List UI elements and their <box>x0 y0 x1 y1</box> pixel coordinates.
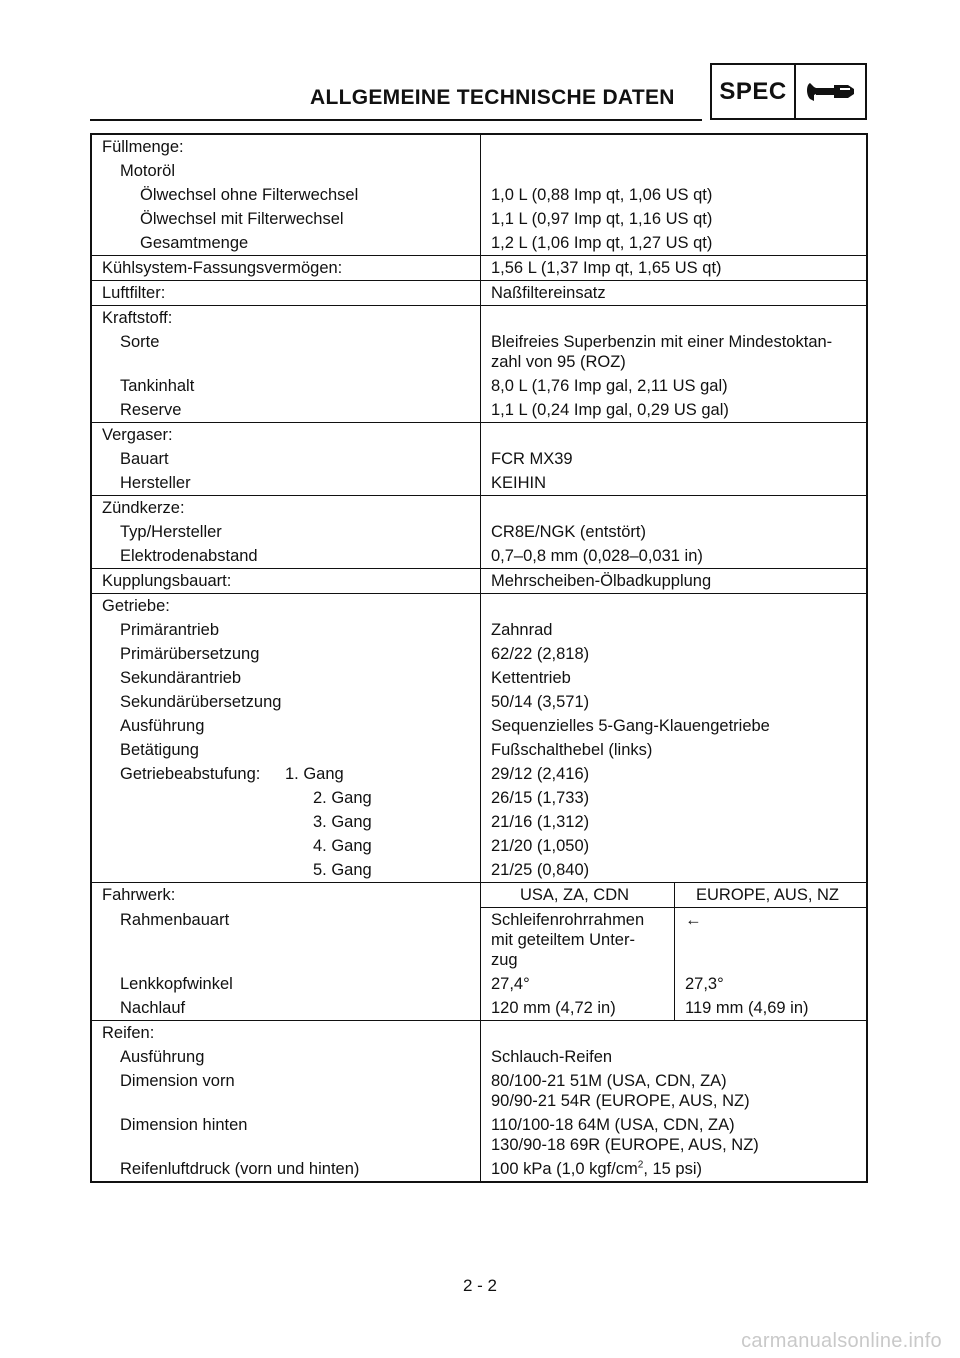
gearbox-row-value: Kettentrieb <box>491 669 571 687</box>
tire-rear-line-2: 130/90-18 69R (EUROPE, AUS, NZ) <box>491 1136 759 1154</box>
caster-label: Lenkkopfwinkel <box>92 972 481 996</box>
section-airfilter <box>92 280 866 305</box>
gear-value: 21/16 (1,312) <box>491 813 590 831</box>
frame-a-line-1: Schleifenrohrrahmen <box>491 911 645 929</box>
carb-label: Vergaser: <box>92 423 481 447</box>
tire-rear-line-1: 110/100-18 64M (USA, CDN, ZA) <box>491 1116 735 1134</box>
section-tires <box>92 1020 866 1181</box>
gearbox-row-label: Ausführung <box>92 714 481 738</box>
tank-label: Tankinhalt <box>92 374 481 398</box>
gear-row <box>92 834 481 858</box>
reserve-label: Reserve <box>92 398 481 422</box>
gearbox-row-value: Fußschalthebel (links) <box>491 741 653 759</box>
coolant-label: Kühlsystem-Fassungsvermögen: <box>92 256 481 280</box>
tire-pressure-label: Reifenluftdruck (vorn und hinten) <box>92 1157 481 1181</box>
gearbox-row-value: 62/22 (2,818) <box>491 645 590 663</box>
oil-total-label: Gesamtmenge <box>92 231 481 255</box>
pressure-superscript: 2 <box>637 1159 644 1171</box>
tire-front-line-2: 90/90-21 54R (EUROPE, AUS, NZ) <box>491 1092 750 1110</box>
gear-value: 21/25 (0,840) <box>491 861 590 879</box>
trail-label: Nachlauf <box>92 996 481 1020</box>
section-fuel <box>92 305 866 422</box>
motor-oil-label: Motoröl <box>92 159 481 183</box>
trail-value-a: 120 mm (4,72 in) <box>481 996 675 1020</box>
plug-gap-label: Elektrodenabstand <box>92 544 481 568</box>
tire-front-value <box>481 1069 866 1113</box>
spec-table <box>90 133 868 1183</box>
tire-pressure-value <box>481 1157 866 1181</box>
coolant-value: 1,56 L (1,37 Imp qt, 1,65 US qt) <box>491 259 722 277</box>
page-title: ALLGEMEINE TECHNISCHE DATEN <box>310 86 675 109</box>
section-chassis <box>92 882 866 1020</box>
oil-change-value: 1,0 L (0,88 Imp qt, 1,06 US qt) <box>491 186 713 204</box>
tire-rear-label: Dimension hinten <box>92 1113 481 1157</box>
section-fill <box>92 135 866 255</box>
tire-rear-value <box>481 1113 866 1157</box>
carb-type-label: Bauart <box>92 447 481 471</box>
chassis-label: Fahrwerk: <box>92 883 481 908</box>
carb-maker-value: KEIHIN <box>491 474 547 492</box>
tank-value: 8,0 L (1,76 Imp gal, 2,11 US gal) <box>491 377 728 395</box>
gearbox-row-value: 50/14 (3,571) <box>491 693 590 711</box>
gear-ratio-label: Getriebeabstufung: <box>120 765 261 783</box>
gearbox-row-label: Sekundärantrieb <box>92 666 481 690</box>
oil-filter-change-value: 1,1 L (0,97 Imp qt, 1,16 US qt) <box>491 210 713 228</box>
gear-row <box>92 810 481 834</box>
plug-label: Zündkerze: <box>92 496 481 520</box>
section-carb <box>92 422 866 495</box>
watermark: carmanualsonline.info <box>741 1330 942 1352</box>
fuel-type-label: Sorte <box>92 330 481 374</box>
gearbox-row-label: Primärübersetzung <box>92 642 481 666</box>
fuel-type-value <box>481 330 866 374</box>
fuel-type-line-1: Bleifreies Superbenzin mit einer Mindestoktan- <box>491 333 833 351</box>
tire-type-value: Schlauch-Reifen <box>491 1048 613 1066</box>
fill-label: Füllmenge: <box>92 135 481 159</box>
airfilter-value: Naßfiltereinsatz <box>491 284 606 302</box>
pressure-text: 100 kPa (1,0 kgf/cm <box>491 1160 638 1178</box>
caster-value-a: 27,4° <box>481 972 675 996</box>
chassis-col-a-header: USA, ZA, CDN <box>481 883 675 908</box>
trail-value-b: 119 mm (4,69 in) <box>685 999 809 1017</box>
gearbox-row-label: Sekundärübersetzung <box>92 690 481 714</box>
frame-label: Rahmenbauart <box>92 908 481 972</box>
gear-value: 21/20 (1,050) <box>491 837 590 855</box>
gear-name: 5. Gang <box>313 861 372 879</box>
tire-front-line-1: 80/100-21 51M (USA, CDN, ZA) <box>491 1072 727 1090</box>
tires-label: Reifen: <box>92 1021 481 1045</box>
section-coolant <box>92 255 866 280</box>
frame-a-line-2: mit geteiltem Unter- <box>491 931 635 949</box>
spec-badge <box>710 63 867 120</box>
gear-row <box>92 858 481 882</box>
tire-type-label: Ausführung <box>92 1045 481 1069</box>
tire-front-label: Dimension vorn <box>92 1069 481 1113</box>
gear-value: 26/15 (1,733) <box>491 789 590 807</box>
oil-change-label: Ölwechsel ohne Filterwechsel <box>92 183 481 207</box>
header-rule <box>90 119 702 121</box>
gearbox-row-value: Zahnrad <box>491 621 553 639</box>
gearbox-row-label: Betätigung <box>92 738 481 762</box>
frame-value-a <box>481 908 675 972</box>
oil-total-value: 1,2 L (1,06 Imp qt, 1,27 US qt) <box>491 234 713 252</box>
gear-row <box>92 786 481 810</box>
gearbox-row-label: Primärantrieb <box>92 618 481 642</box>
reserve-value: 1,1 L (0,24 Imp gal, 0,29 US gal) <box>491 401 729 419</box>
gear-value: 29/12 (2,416) <box>491 765 590 783</box>
frame-value-b: ← <box>685 911 702 929</box>
carb-maker-label: Hersteller <box>92 471 481 495</box>
carb-type-value: FCR MX39 <box>491 450 573 468</box>
section-plug <box>92 495 866 568</box>
plug-type-value: CR8E/NGK (entstört) <box>491 523 646 541</box>
clutch-value: Mehrscheiben-Ölbadkupplung <box>491 572 712 590</box>
gearbox-row-value: Sequenzielles 5-Gang-Klauengetriebe <box>491 717 770 735</box>
section-gearbox <box>92 593 866 882</box>
airfilter-label: Luftfilter: <box>92 281 481 305</box>
chassis-col-b-header: EUROPE, AUS, NZ <box>675 883 866 908</box>
plug-type-label: Typ/Hersteller <box>92 520 481 544</box>
gearbox-label: Getriebe: <box>92 594 481 618</box>
section-clutch <box>92 568 866 593</box>
gear-name: 3. Gang <box>313 813 372 831</box>
gear-name: 1. Gang <box>285 765 344 783</box>
fuel-type-line-2: zahl von 95 (ROZ) <box>491 353 626 371</box>
pressure-text-end: , 15 psi) <box>643 1160 703 1178</box>
page-number: 2 - 2 <box>462 1276 498 1295</box>
clutch-label: Kupplungsbauart: <box>92 569 481 593</box>
gear-ratio-row <box>92 762 481 786</box>
frame-a-line-3: zug <box>491 951 518 969</box>
wrench-icon <box>796 65 865 118</box>
gear-name: 4. Gang <box>313 837 372 855</box>
gear-name: 2. Gang <box>313 789 372 807</box>
caster-value-b: 27,3° <box>685 975 724 993</box>
fuel-label: Kraftstoff: <box>92 306 481 330</box>
plug-gap-value: 0,7–0,8 mm (0,028–0,031 in) <box>491 547 703 565</box>
spec-badge-label: SPEC <box>712 65 796 118</box>
oil-filter-change-label: Ölwechsel mit Filterwechsel <box>92 207 481 231</box>
